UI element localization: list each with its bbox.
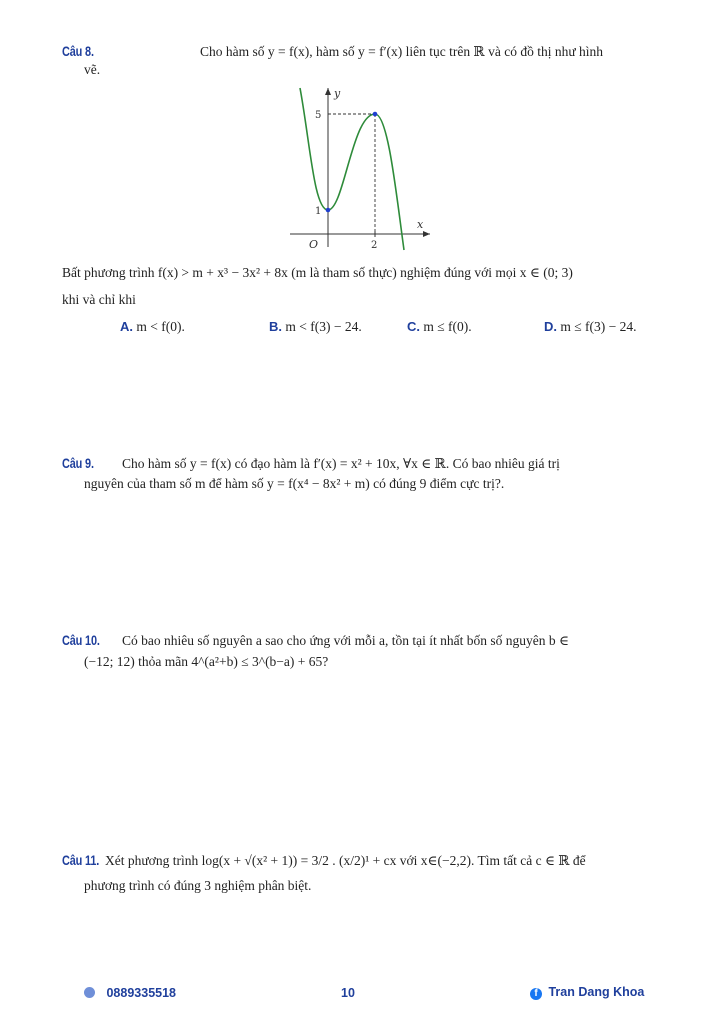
q8-option-b[interactable]	[269, 319, 362, 335]
footer-page-number: 10	[341, 986, 355, 1000]
option-c-letter: C.	[407, 319, 420, 334]
q9-label-wrap	[62, 455, 103, 472]
q10-label: Câu 10.	[62, 632, 100, 648]
q8-line1: Cho hàm số y = f(x), hàm số y = f′(x) liên tục trên ℝ và có đồ thị như hình	[200, 44, 604, 59]
q8-label-wrap	[62, 43, 103, 60]
q11-label: Câu 11.	[62, 852, 100, 868]
option-b-letter: B.	[269, 319, 282, 334]
q10-label-wrap	[62, 632, 110, 649]
q9-label: Câu 9.	[62, 455, 94, 471]
facebook-icon: f	[530, 988, 542, 1000]
graph-point-min	[326, 208, 331, 213]
q10-line2: (−12; 12) thỏa mãn 4^(a²+b) ≤ 3^(b−a) + 65?	[84, 654, 329, 669]
q11-label-wrap	[62, 852, 110, 869]
footer-author-name: Tran Dang Khoa	[548, 985, 645, 999]
phone-icon	[84, 987, 95, 998]
graph-origin-label: O	[309, 238, 319, 251]
graph-x-arrow	[423, 231, 430, 237]
option-c-text: m ≤ f(0).	[423, 319, 472, 334]
graph-tick-y1: 1	[315, 206, 322, 217]
q8-label: Câu 8.	[62, 43, 94, 59]
q9-line1: Cho hàm số y = f(x) có đạo hàm là f′(x) = x² + 10x, ∀x ∈ ℝ. Có bao nhiêu giá trị	[122, 456, 560, 471]
footer-phone	[84, 986, 176, 1000]
graph-x-label: x	[417, 218, 424, 231]
q8-graph	[280, 82, 440, 262]
graph-y-label: y	[334, 87, 341, 100]
footer-phone-number: 0889335518	[106, 986, 177, 1000]
q11-line2: phương trình có đúng 3 nghiệm phân biệt.	[84, 878, 312, 893]
q9-line2: nguyên của tham số m để hàm số y = f(x⁴ − 8x² + m) có đúng 9 điểm cực trị?.	[84, 476, 505, 491]
graph-y-arrow	[325, 88, 331, 95]
q8-option-c[interactable]	[407, 319, 472, 335]
graph-point-max	[373, 112, 378, 117]
q8-ineq-line1: Bất phương trình f(x) > m + x³ − 3x² + 8x (m là tham số thực) nghiệm đúng với mọi x ∈ (0; 3)	[62, 265, 573, 280]
footer-author[interactable]	[530, 985, 644, 1000]
option-a-letter: A.	[120, 319, 133, 334]
option-d-text: m ≤ f(3) − 24.	[560, 319, 637, 334]
q11-line1: Xét phương trình log(x + √(x² + 1)) = 3/2 . (x/2)¹ + cx với x∈(−2,2). Tìm tất cả c ∈ ℝ để	[105, 853, 586, 868]
option-d-letter: D.	[544, 319, 557, 334]
q8-option-d[interactable]	[544, 319, 637, 335]
graph-tick-x2: 2	[371, 240, 378, 251]
q8-line2: vẽ.	[84, 62, 101, 77]
graph-tick-y5: 5	[315, 110, 322, 121]
q8-ineq-line2: khi và chỉ khi	[62, 292, 136, 307]
q8-option-a[interactable]	[120, 319, 185, 335]
q10-line1: Có bao nhiêu số nguyên a sao cho ứng với mỗi a, tồn tại ít nhất bốn số nguyên b ∈	[122, 633, 570, 648]
option-a-text: m < f(0).	[136, 319, 185, 334]
option-b-text: m < f(3) − 24.	[285, 319, 362, 334]
